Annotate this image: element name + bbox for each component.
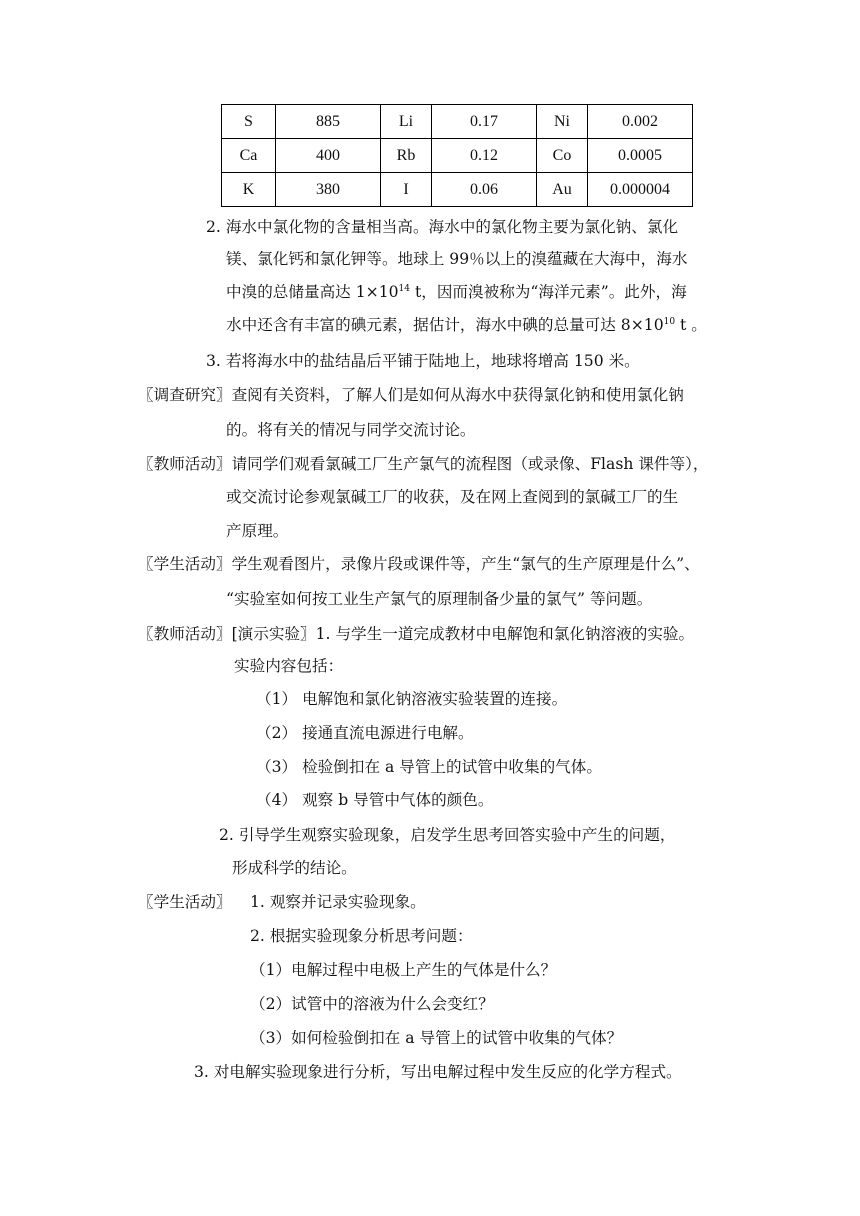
list-item: （1） 电解饱和氯化钠溶液实验装置的连接。 [256,690,568,708]
paragraph-line [226,315,707,335]
table-cell: 0.06 [432,173,537,207]
paragraph-line: 镁、氯化钙和氯化钾等。地球上 99％以上的溴蕴藏在大海中，海水 [226,250,688,268]
list-item: （2） 接通直流电源进行电解。 [256,724,474,742]
table-cell: Co [537,139,588,173]
table-cell: 0.000004 [588,173,693,207]
table-cell: K [222,173,276,207]
table-cell: Rb [381,139,432,173]
table-cell: Li [381,105,432,139]
text-run: t 。 [675,316,707,334]
list-item: 2. 根据实验现象分析思考问题： [250,927,473,945]
table-cell: 0.12 [432,139,537,173]
paragraph-line: 产原理。 [226,522,289,540]
text-run: t，因而溴被称为“海洋元素”。此外，海 [410,283,687,301]
table-row [222,139,693,173]
paragraph-line: 形成科学的结论。 [232,859,357,877]
section-heading-student: 〖学生活动〗学生观看图片，录像片段或课件等，产生“氯气的生产原理是什么”、 [138,555,700,573]
table-cell: 400 [276,139,381,173]
paragraph-line: 3. 若将海水中的盐结晶后平铺于陆地上，地球将增高 150 米。 [206,352,640,370]
table-cell: Au [537,173,588,207]
table-cell: 885 [276,105,381,139]
table-cell: 0.17 [432,105,537,139]
table-cell: 380 [276,173,381,207]
paragraph-line [226,282,687,302]
paragraph-line: 实验内容包括： [234,657,344,675]
table-row [222,173,693,207]
superscript: 10 [663,317,676,327]
table-cell: 0.0005 [588,139,693,173]
paragraph-line: 或交流讨论参观氯碱工厂的收获，及在网上查阅到的氯碱工厂的生 [226,488,679,506]
paragraph-line: 3. 对电解实验现象进行分析，写出电解过程中发生反应的化学方程式。 [194,1063,682,1081]
paragraph-line: 2. 海水中氯化物的含量相当高。海水中的氯化物主要为氯化钠、氯化 [206,218,679,236]
table-cell: Ni [537,105,588,139]
text-run: 中溴的总储量高达 1×10 [226,283,399,301]
section-heading-student: 〖学生活动〗 [138,893,232,911]
element-content-table [221,104,693,207]
table-cell: I [381,173,432,207]
paragraph-line: 2. 引导学生观察实验现象，启发学生思考回答实验中产生的问题， [219,826,676,844]
table-cell: Ca [222,139,276,173]
list-item: （4） 观察 b 导管中气体的颜色。 [256,791,494,809]
section-heading-research: 〖调查研究〗查阅有关资料，了解人们是如何从海水中获得氯化钠和使用氯化钠 [138,386,684,404]
paragraph-line: “实验室如何按工业生产氯气的原理制备少量的氯气” 等问题。 [226,590,653,608]
table-cell: S [222,105,276,139]
list-item: 1. 观察并记录实验现象。 [250,893,426,911]
section-heading-teacher: 〖教师活动〗请同学们观看氯碱工厂生产氯气的流程图（或录像、Flash 课件等）， [138,455,709,473]
list-item: （2）试管中的溶液为什么会变红？ [250,995,494,1013]
list-item: （3） 检验倒扣在 a 导管上的试管中收集的气体。 [256,758,602,776]
text-run: 水中还含有丰富的碘元素，据估计，海水中碘的总量可达 8×10 [226,316,664,334]
table-cell: 0.002 [588,105,693,139]
section-heading-teacher: 〖教师活动〗[演示实验〗1. 与学生一道完成教材中电解饱和氯化钠溶液的实验。 [138,625,695,643]
table-row [222,105,693,139]
list-item: （3）如何检验倒扣在 a 导管上的试管中收集的气体？ [250,1029,623,1047]
list-item: （1）电解过程中电极上产生的气体是什么？ [250,961,557,979]
superscript: 14 [398,284,410,294]
paragraph-line: 的。将有关的情况与同学交流讨论。 [226,421,476,439]
